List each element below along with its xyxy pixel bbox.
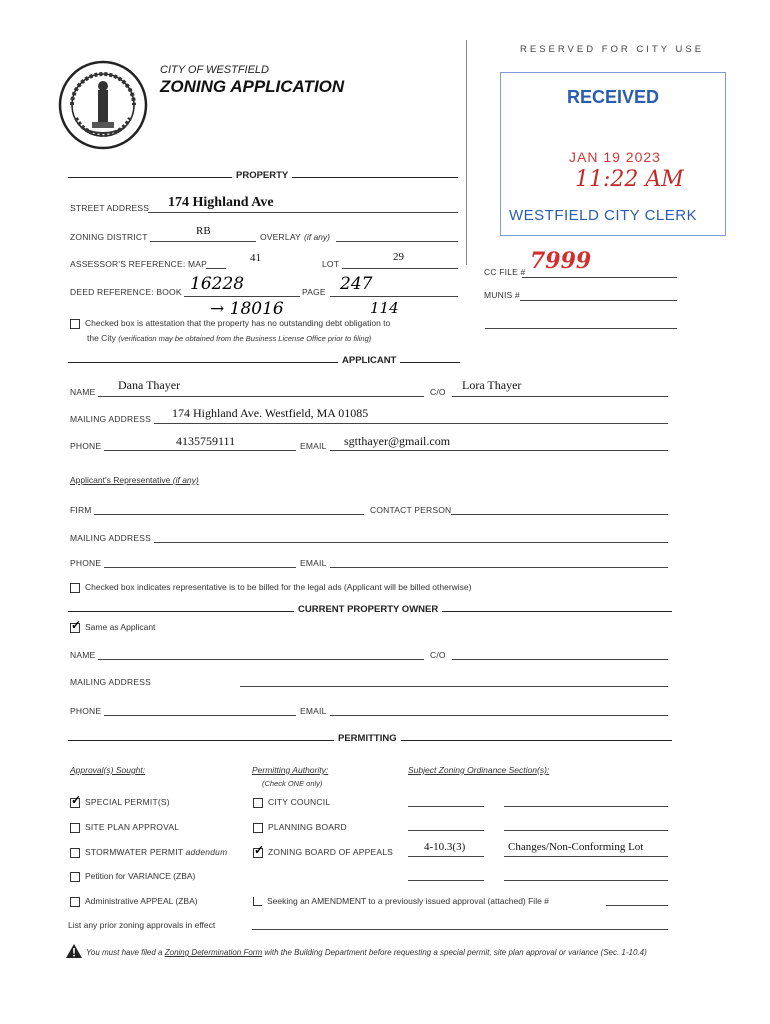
rep-billed-checkbox[interactable] [70,583,80,593]
street-label: STREET ADDRESS [70,203,150,213]
contact-label: CONTACT PERSON [370,505,452,515]
permitting-heading: PERMITTING [334,733,401,744]
attest-row-2 [87,333,371,343]
ordinance-line-1a [408,806,484,807]
stamp-clerk: WESTFIELD CITY CLERK [509,207,698,224]
owner-name-line [98,659,424,660]
approval-special-permit: ✓SPECIAL PERMIT(S) [70,797,170,808]
munis-label: MUNIS # [484,290,520,300]
mailing-value: 174 Highland Ave. Westfield, MA 01085 [172,406,369,420]
attest-city: the City [87,333,116,343]
section-value: 4-10.3(3) [424,841,466,853]
map-value: 41 [250,252,261,264]
attest-row [70,318,390,329]
street-value: 174 Highland Ave [168,195,274,210]
same-as-checkbox[interactable] [70,623,80,633]
warning-text: You must have filed a Zoning Determination Form with the Building Department before requesting a special permit, site plan approval or variance (Sec. 1-10.4) [86,948,647,957]
cc-file-line [522,277,677,278]
zoning-determination-link[interactable]: Zoning Determination Form [164,948,263,957]
map-line [206,268,226,269]
owner-name-label: NAME [70,650,96,660]
stamp-time: 11:22 AM [575,167,684,192]
overlay-label: OVERLAY [260,232,301,242]
email-value: sgtthayer@gmail.com [344,434,451,448]
email-line [330,450,668,451]
attest-text: Checked box is attestation that the property has no outstanding debt obligation to [85,318,391,328]
same-as-label: Same as Applicant [85,622,156,632]
rep-email-label: EMAIL [300,558,327,568]
site-plan-checkbox[interactable] [70,823,80,833]
rep-billed-text: Checked box indicates representative is to be billed for the legal ads (Applicant will be billed otherwise) [85,582,472,592]
firm-line [94,514,364,515]
ordinance-line-4b [504,880,668,881]
authority-header: Permitting Authority: [252,765,329,775]
ordinance-line-3b [504,856,668,857]
approval-site-plan: SITE PLAN APPROVAL [70,822,179,833]
planning-board-checkbox[interactable] [253,823,263,833]
phone-line [104,450,296,451]
city-seal [58,60,148,150]
authority-planning-board: PLANNING BOARD [253,822,347,833]
city-council-checkbox[interactable] [253,798,263,808]
amendment-row [253,896,549,906]
cc-file-label: CC FILE # [484,267,526,277]
attest-note: (verification may be obtained from the Business License Office prior to filing) [118,334,372,343]
approval-appeal: Administrative APPEAL (ZBA) [70,896,198,907]
lot-value: 29 [393,251,404,263]
owner-co-label: C/O [430,650,446,660]
firm-label: FIRM [70,505,92,515]
special-permit-checkbox[interactable] [70,798,80,808]
rep-phone-line [104,567,296,568]
owner-mailing-label: MAILING ADDRESS [70,677,151,687]
owner-heading: CURRENT PROPERTY OWNER [294,604,442,615]
overlay-note: (if any) [304,232,330,242]
received-stamp [500,72,726,236]
attest-checkbox[interactable] [70,319,80,329]
approval-variance: Petition for VARIANCE (ZBA) [70,871,195,882]
lot-line [342,268,458,269]
rep-email-line [330,567,668,568]
rep-note: (if any) [172,475,199,485]
mailing-label: MAILING ADDRESS [70,414,151,424]
ordinance-line-2a [408,830,484,831]
owner-mailing-line [240,686,668,687]
overlay-line [336,241,458,242]
ordinance-line-4a [408,880,484,881]
phone-value: 4135759111 [176,434,236,448]
ordinance-line-1b [504,806,668,807]
assessor-label: ASSESSOR'S REFERENCE: MAP [70,259,207,269]
co-label: C/O [430,387,446,397]
cc-file-value: 7999 [530,248,592,274]
same-as-row [70,622,155,633]
munis-line [520,300,677,301]
ordinance-line-3a [408,856,484,857]
name-value: Dana Thayer [118,378,181,392]
contact-line [451,514,668,515]
zoning-label: ZONING DISTRICT [70,232,148,242]
owner-email-label: EMAIL [300,706,327,716]
page-value: 247 [340,274,373,294]
prior-approvals-label: List any prior zoning approvals in effect [68,920,216,930]
approval-stormwater: STORMWATER PERMIT addendum [70,847,227,858]
zoning-line [150,241,256,242]
city-name: CITY OF WESTFIELD [160,64,269,76]
amendment-checkbox[interactable] [253,897,262,906]
name-label: NAME [70,387,96,397]
email-label: EMAIL [300,441,327,451]
name-line [98,396,424,397]
amendment-file-line [606,905,668,906]
phone-label: PHONE [70,441,102,451]
approvals-header: Approval(s) Sought: [70,765,146,775]
warning-icon [66,944,82,963]
variance-checkbox[interactable] [70,872,80,882]
applicant-rule [68,362,460,363]
page-label: PAGE [302,287,326,297]
owner-phone-label: PHONE [70,706,102,716]
book-value: 16228 [190,274,245,294]
zba-checkbox[interactable] [253,848,263,858]
amendment-text: Seeking an AMENDMENT to a previously issued approval (attached) File # [267,896,549,906]
co-value: Lora Thayer [462,378,522,392]
rep-phone-label: PHONE [70,558,102,568]
rep-mailing-label: MAILING ADDRESS [70,533,151,543]
column-divider [466,40,467,265]
owner-phone-line [104,715,296,716]
deed-label: DEED REFERENCE: BOOK [70,287,182,297]
owner-email-line [330,715,668,716]
book-value-2: → 18016 [210,299,284,319]
rep-heading [70,475,199,485]
lot-label: LOT [322,259,340,269]
form-title: ZONING APPLICATION [160,77,345,96]
book-line [184,296,300,297]
ordinance-line-2b [504,830,668,831]
owner-co-line [452,659,668,660]
section-desc: Changes/Non-Conforming Lot [508,841,644,853]
mailing-line [154,423,668,424]
rep-mailing-line [154,542,668,543]
stamp-received: RECEIVED [567,87,660,107]
rep-label: Applicant's Representative [70,475,171,485]
property-heading: PROPERTY [232,170,292,181]
reserved-header: RESERVED FOR CITY USE [520,44,705,55]
rep-billed-row [70,582,472,593]
prior-approvals-line [252,929,668,930]
stamp-date: JAN 19 2023 [569,149,661,165]
authority-note: (Check ONE only) [262,779,323,788]
page-value-2: 114 [370,299,399,317]
city-blank-line [485,328,677,329]
authority-zba: ✓ZONING BOARD OF APPEALS [253,847,393,858]
authority-city-council: CITY COUNCIL [253,797,330,808]
ordinance-header: Subject Zoning Ordinance Section(s): [408,765,550,775]
stormwater-checkbox[interactable] [70,848,80,858]
applicant-heading: APPLICANT [338,355,400,366]
zoning-value: RB [196,225,211,237]
street-line [148,212,458,213]
page-line [330,296,458,297]
co-line [452,396,668,397]
appeal-checkbox[interactable] [70,897,80,907]
